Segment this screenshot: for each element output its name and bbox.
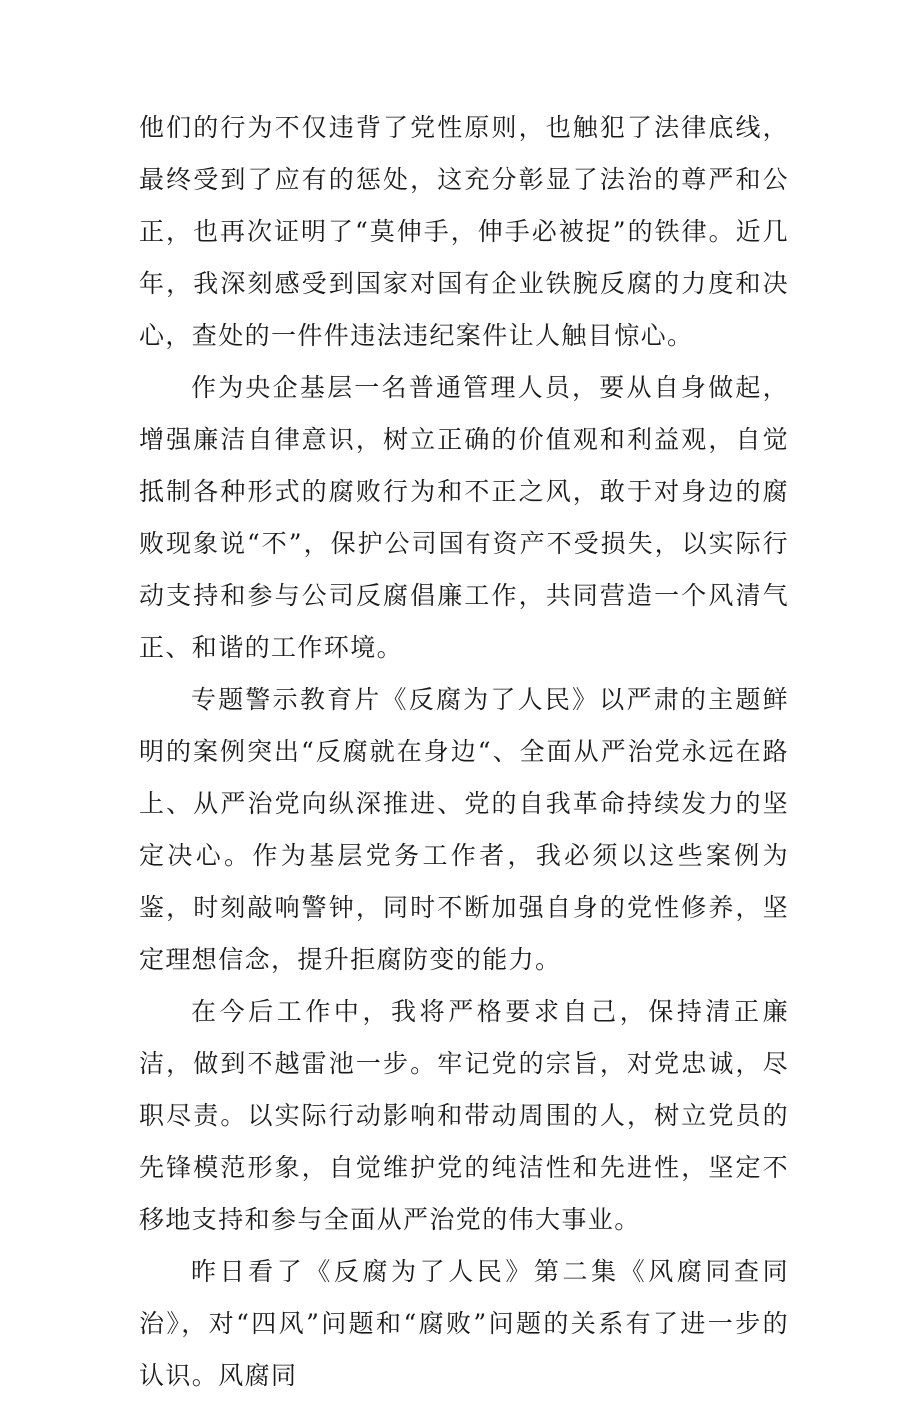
paragraph-2: 作为央企基层一名普通管理人员，要从自身做起，增强廉洁自律意识，树立正确的价值观和利益观，自觉抵制各种形式的腐败行为和不正之风，敢于对身边的腐败现象说“不”，保护公司国有资产不受损失，以实际行动支持和参与公司反腐倡廉工作，共同营造一个风清气正、和谐的工作环境。 <box>139 373 789 662</box>
document-body <box>139 102 789 1402</box>
paragraph-4: 在今后工作中，我将严格要求自己，保持清正廉洁，做到不越雷池一步。牢记党的宗旨，对党忠诚，尽职尽责。以实际行动影响和带动周围的人，树立党员的先锋模范形象，自觉维护党的纯洁性和先进性，坚定不移地支持和参与全面从严治党的伟大事业。 <box>139 997 789 1234</box>
paragraph-3: 专题警示教育片《反腐为了人民》以严肃的主题鲜明的案例突出“反腐就在身边“、全面从严治党永远在路上、从严治党向纵深推进、党的自我革命持续发力的坚定决心。作为基层党务工作者，我必须以这些案例为鉴，时刻敲响警钟，同时不断加强自身的党性修养，坚定理想信念，提升拒腐防变的能力。 <box>139 685 789 974</box>
paragraph-5: 昨日看了《反腐为了人民》第二集《风腐同查同治》，对“四风”问题和“腐败”问题的关系有了进一步的认识。风腐同 <box>139 1257 789 1390</box>
paragraph-1: 他们的行为不仅违背了党性原则，也触犯了法律底线，最终受到了应有的惩处，这充分彰显了法治的尊严和公正，也再次证明了“莫伸手，伸手必被捉”的铁律。近几年，我深刻感受到国家对国有企业铁腕反腐的力度和决心，查处的一件件违法违纪案件让人触目惊心。 <box>139 113 789 350</box>
